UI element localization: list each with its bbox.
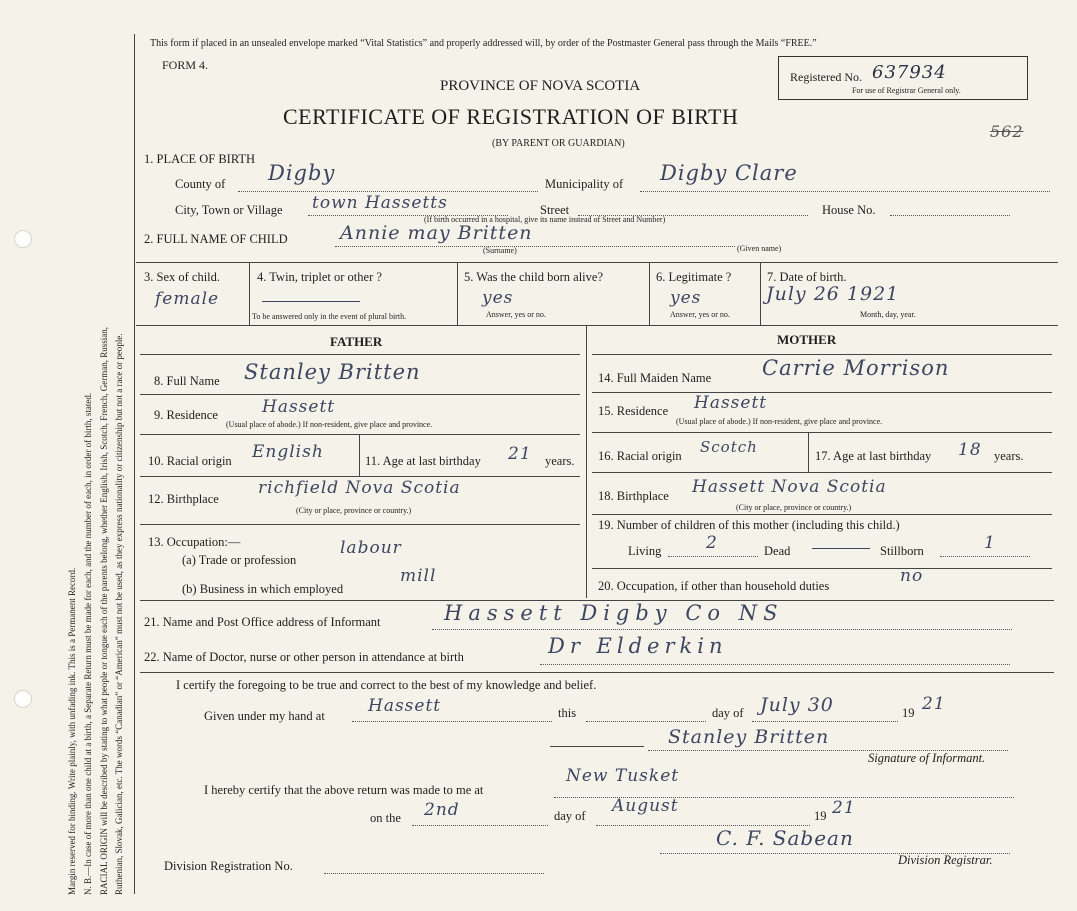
father-birthplace-label: 12. Birthplace [148, 492, 219, 506]
informant-label: 21. Name and Post Office address of Informant [144, 615, 381, 629]
surname-note: (Surname) [483, 246, 517, 255]
informant-sig-short-line [550, 746, 644, 747]
return-place-value: New Tusket [566, 766, 680, 786]
registrar-note: For use of Registrar General only. [852, 86, 961, 95]
place-of-birth-label: 1. PLACE OF BIRTH [144, 152, 256, 166]
division-registration-line [324, 873, 544, 874]
corner-number: 562 [990, 122, 1024, 141]
grid-div-1 [249, 262, 250, 325]
mother-heading: MOTHER [777, 332, 837, 347]
mother-row-line-5 [592, 568, 1052, 569]
city-value: town Hassetts [312, 193, 448, 213]
mother-residence-note: (Usual place of abode.) If non-resident, give place and province. [676, 417, 883, 426]
this-label: this [558, 706, 577, 720]
father-heading: FATHER [330, 334, 383, 349]
stillborn-label: Stillborn [880, 544, 924, 558]
division-registration-label: Division Registration No. [164, 859, 293, 873]
return-day-value: 2nd [424, 800, 460, 820]
alive-label: 5. Was the child born alive? [464, 270, 604, 284]
father-trade-label: (a) Trade or profession [182, 553, 297, 567]
child-name-value: Annie may Britten [340, 222, 533, 244]
mother-occupation-label: 20. Occupation, if other than household duties [598, 579, 830, 593]
father-row-line-3 [140, 476, 580, 477]
stillborn-value: 1 [984, 533, 996, 553]
registered-number: 637934 [872, 62, 947, 83]
mother-years-label: years. [994, 449, 1024, 463]
form-number: FORM 4. [162, 58, 209, 72]
side-note-3: RACIAL ORIGIN will be described by stating to what people or tongue each of the parents belong, whether English, Irish, Scotch, French, German, Russian, [99, 326, 109, 895]
mother-residence-value: Hassett [694, 393, 768, 413]
this-line [586, 721, 706, 722]
certificate-title: CERTIFICATE OF REGISTRATION OF BIRTH [283, 104, 739, 129]
living-label: Living [628, 544, 662, 558]
given-date-line [752, 721, 898, 722]
father-years-label: years. [545, 454, 575, 468]
father-age-label: 11. Age at last birthday [365, 454, 481, 468]
grid-top-line [136, 262, 1058, 263]
house-label: House No. [822, 203, 876, 217]
municipality-label: Municipality of [545, 177, 624, 191]
father-age-value: 21 [508, 444, 532, 464]
living-value: 2 [706, 533, 718, 553]
registered-label: Registered No. [790, 70, 862, 84]
certify-text: I certify the foregoing to be true and correct to the best of my knowledge and belief. [176, 678, 597, 692]
postal-note: This form if placed in an unsealed envelope marked “Vital Statistics” and properly addressed will, by order of the Postmaster General pass through the Mails “FREE.” [150, 38, 817, 49]
twin-note: To be answered only in the event of plural birth. [252, 312, 407, 321]
mother-birthplace-note: (City or place, province or country.) [736, 503, 852, 512]
province-heading: PROVINCE OF NOVA SCOTIA [440, 78, 641, 94]
father-age-divider [359, 434, 360, 476]
given-place-line [352, 721, 552, 722]
grid-div-4 [760, 262, 761, 325]
father-name-value: Stanley Britten [244, 360, 421, 384]
mother-age-label: 17. Age at last birthday [815, 449, 932, 463]
mother-row-line-4 [592, 514, 1052, 515]
side-note-1: Margin reserved for binding. Write plainly, with unfading ink. This is a Permanent Record. [67, 567, 77, 895]
legit-label: 6. Legitimate ? [656, 270, 732, 284]
doctor-label: 22. Name of Doctor, nurse or other person in attendance at birth [144, 650, 464, 664]
father-birthplace-note: (City or place, province or country.) [296, 506, 412, 515]
side-note-2: N. B.—In case of more than one child at a birth, a Separate Return must be made for each, and the number of each, in order of birth, stated. [83, 392, 93, 895]
certificate-subtitle: (BY PARENT OR GUARDIAN) [492, 138, 625, 149]
father-row-line-4 [140, 524, 580, 525]
doctor-line [540, 664, 1010, 665]
mother-birthplace-value: Hassett Nova Scotia [692, 477, 887, 497]
binding-hole-bottom [14, 690, 32, 708]
mother-residence-label: 15. Residence [598, 404, 669, 418]
municipality-line [640, 191, 1050, 192]
given-date-value: July 30 [760, 694, 834, 716]
father-residence-label: 9. Residence [154, 408, 218, 422]
return-text: I hereby certify that the above return was made to me at [204, 783, 484, 797]
mother-name-value: Carrie Morrison [762, 356, 950, 380]
mother-occupation-value: no [900, 566, 924, 586]
alive-value: yes [482, 288, 514, 308]
mother-children-label: 19. Number of children of this mother (including this child.) [598, 518, 900, 532]
father-birthplace-value: richfield Nova Scotia [258, 478, 461, 498]
grid-bottom-line [136, 325, 1058, 326]
dead-dash [812, 548, 870, 549]
father-row-line-1 [140, 394, 580, 395]
legit-note: Answer, yes or no. [670, 310, 730, 319]
father-heading-line [140, 354, 580, 355]
certification-top-line [140, 672, 1054, 673]
return-year-prefix: 19 [814, 809, 827, 823]
father-name-label: 8. Full Name [154, 374, 220, 388]
street-label: Street [540, 203, 570, 217]
legit-value: yes [670, 288, 702, 308]
twin-dash [262, 301, 360, 302]
informant-line [432, 629, 1012, 630]
grid-div-3 [649, 262, 650, 325]
father-residence-value: Hassett [262, 397, 336, 417]
alive-note: Answer, yes or no. [486, 310, 546, 319]
hospital-note: (If birth occurred in a hospital, give its name instead of Street and Number) [424, 215, 666, 224]
father-racial-label: 10. Racial origin [148, 454, 232, 468]
father-occupation-label: 13. Occupation:— [148, 535, 241, 549]
given-place-value: Hassett [368, 696, 442, 716]
house-line [890, 215, 1010, 216]
sex-label: 3. Sex of child. [144, 270, 221, 284]
father-business-label: (b) Business in which employed [182, 582, 344, 596]
mother-row-line-3 [592, 472, 1052, 473]
return-year-value: 21 [832, 798, 856, 818]
given-name-note: (Given name) [737, 244, 782, 253]
stillborn-line [940, 556, 1030, 557]
municipality-value: Digby Clare [660, 161, 798, 185]
signature-of-informant-label: Signature of Informant. [868, 751, 986, 765]
given-year-value: 21 [922, 694, 946, 714]
given-under-label: Given under my hand at [204, 709, 325, 723]
father-row-line-2 [140, 434, 580, 435]
child-name-line [335, 246, 735, 247]
mother-racial-label: 16. Racial origin [598, 449, 682, 463]
return-day-line [412, 825, 548, 826]
day-of-label: day of [712, 706, 744, 720]
mother-row-line-2 [592, 432, 1052, 433]
father-residence-note: (Usual place of abode.) If non-resident, give place and province. [226, 420, 433, 429]
division-registrar-label: Division Registrar. [898, 853, 993, 867]
father-business-value: mill [400, 566, 437, 586]
mother-heading-line [592, 354, 1052, 355]
dob-note: Month, day, year. [860, 310, 916, 319]
county-label: County of [175, 177, 226, 191]
dob-label: 7. Date of birth. [767, 270, 847, 284]
child-name-label: 2. FULL NAME OF CHILD [144, 232, 288, 246]
sex-value: female [155, 289, 220, 309]
binding-hole-top [14, 230, 32, 248]
given-year-prefix: 19 [902, 706, 915, 720]
mother-age-divider [808, 432, 809, 472]
on-the-label: on the [370, 811, 401, 825]
dob-value: July 26 1921 [766, 283, 900, 305]
grid-div-2 [457, 262, 458, 325]
informant-value: Hassett Digby Co NS [444, 601, 784, 625]
doctor-value: Dr Elderkin [548, 634, 728, 658]
registrar-signature: C. F. Sabean [716, 826, 854, 850]
father-trade-value: labour [340, 538, 402, 558]
city-label: City, Town or Village [175, 203, 283, 217]
mother-birthplace-label: 18. Birthplace [598, 489, 669, 503]
return-day-of-label: day of [554, 809, 586, 823]
mother-racial-value: Scotch [700, 438, 758, 456]
return-month-value: August [612, 796, 679, 816]
father-racial-value: English [252, 442, 324, 462]
dead-label: Dead [764, 544, 791, 558]
twin-label: 4. Twin, triplet or other ? [257, 270, 382, 284]
mother-age-value: 18 [958, 440, 982, 460]
informant-signature: Stanley Britten [668, 726, 830, 748]
frame-left-border [134, 34, 135, 894]
mother-row-line-1 [592, 392, 1052, 393]
living-line [668, 556, 758, 557]
parents-divider [586, 325, 587, 598]
county-value: Digby [268, 161, 336, 185]
county-line [238, 191, 538, 192]
side-note-4: Ruthenian, Slovak, Galician, etc. The words “Canadian” or “American” must not be used, as they express nationality or citizenship but not a race or people. [114, 333, 124, 895]
mother-name-label: 14. Full Maiden Name [598, 371, 712, 385]
